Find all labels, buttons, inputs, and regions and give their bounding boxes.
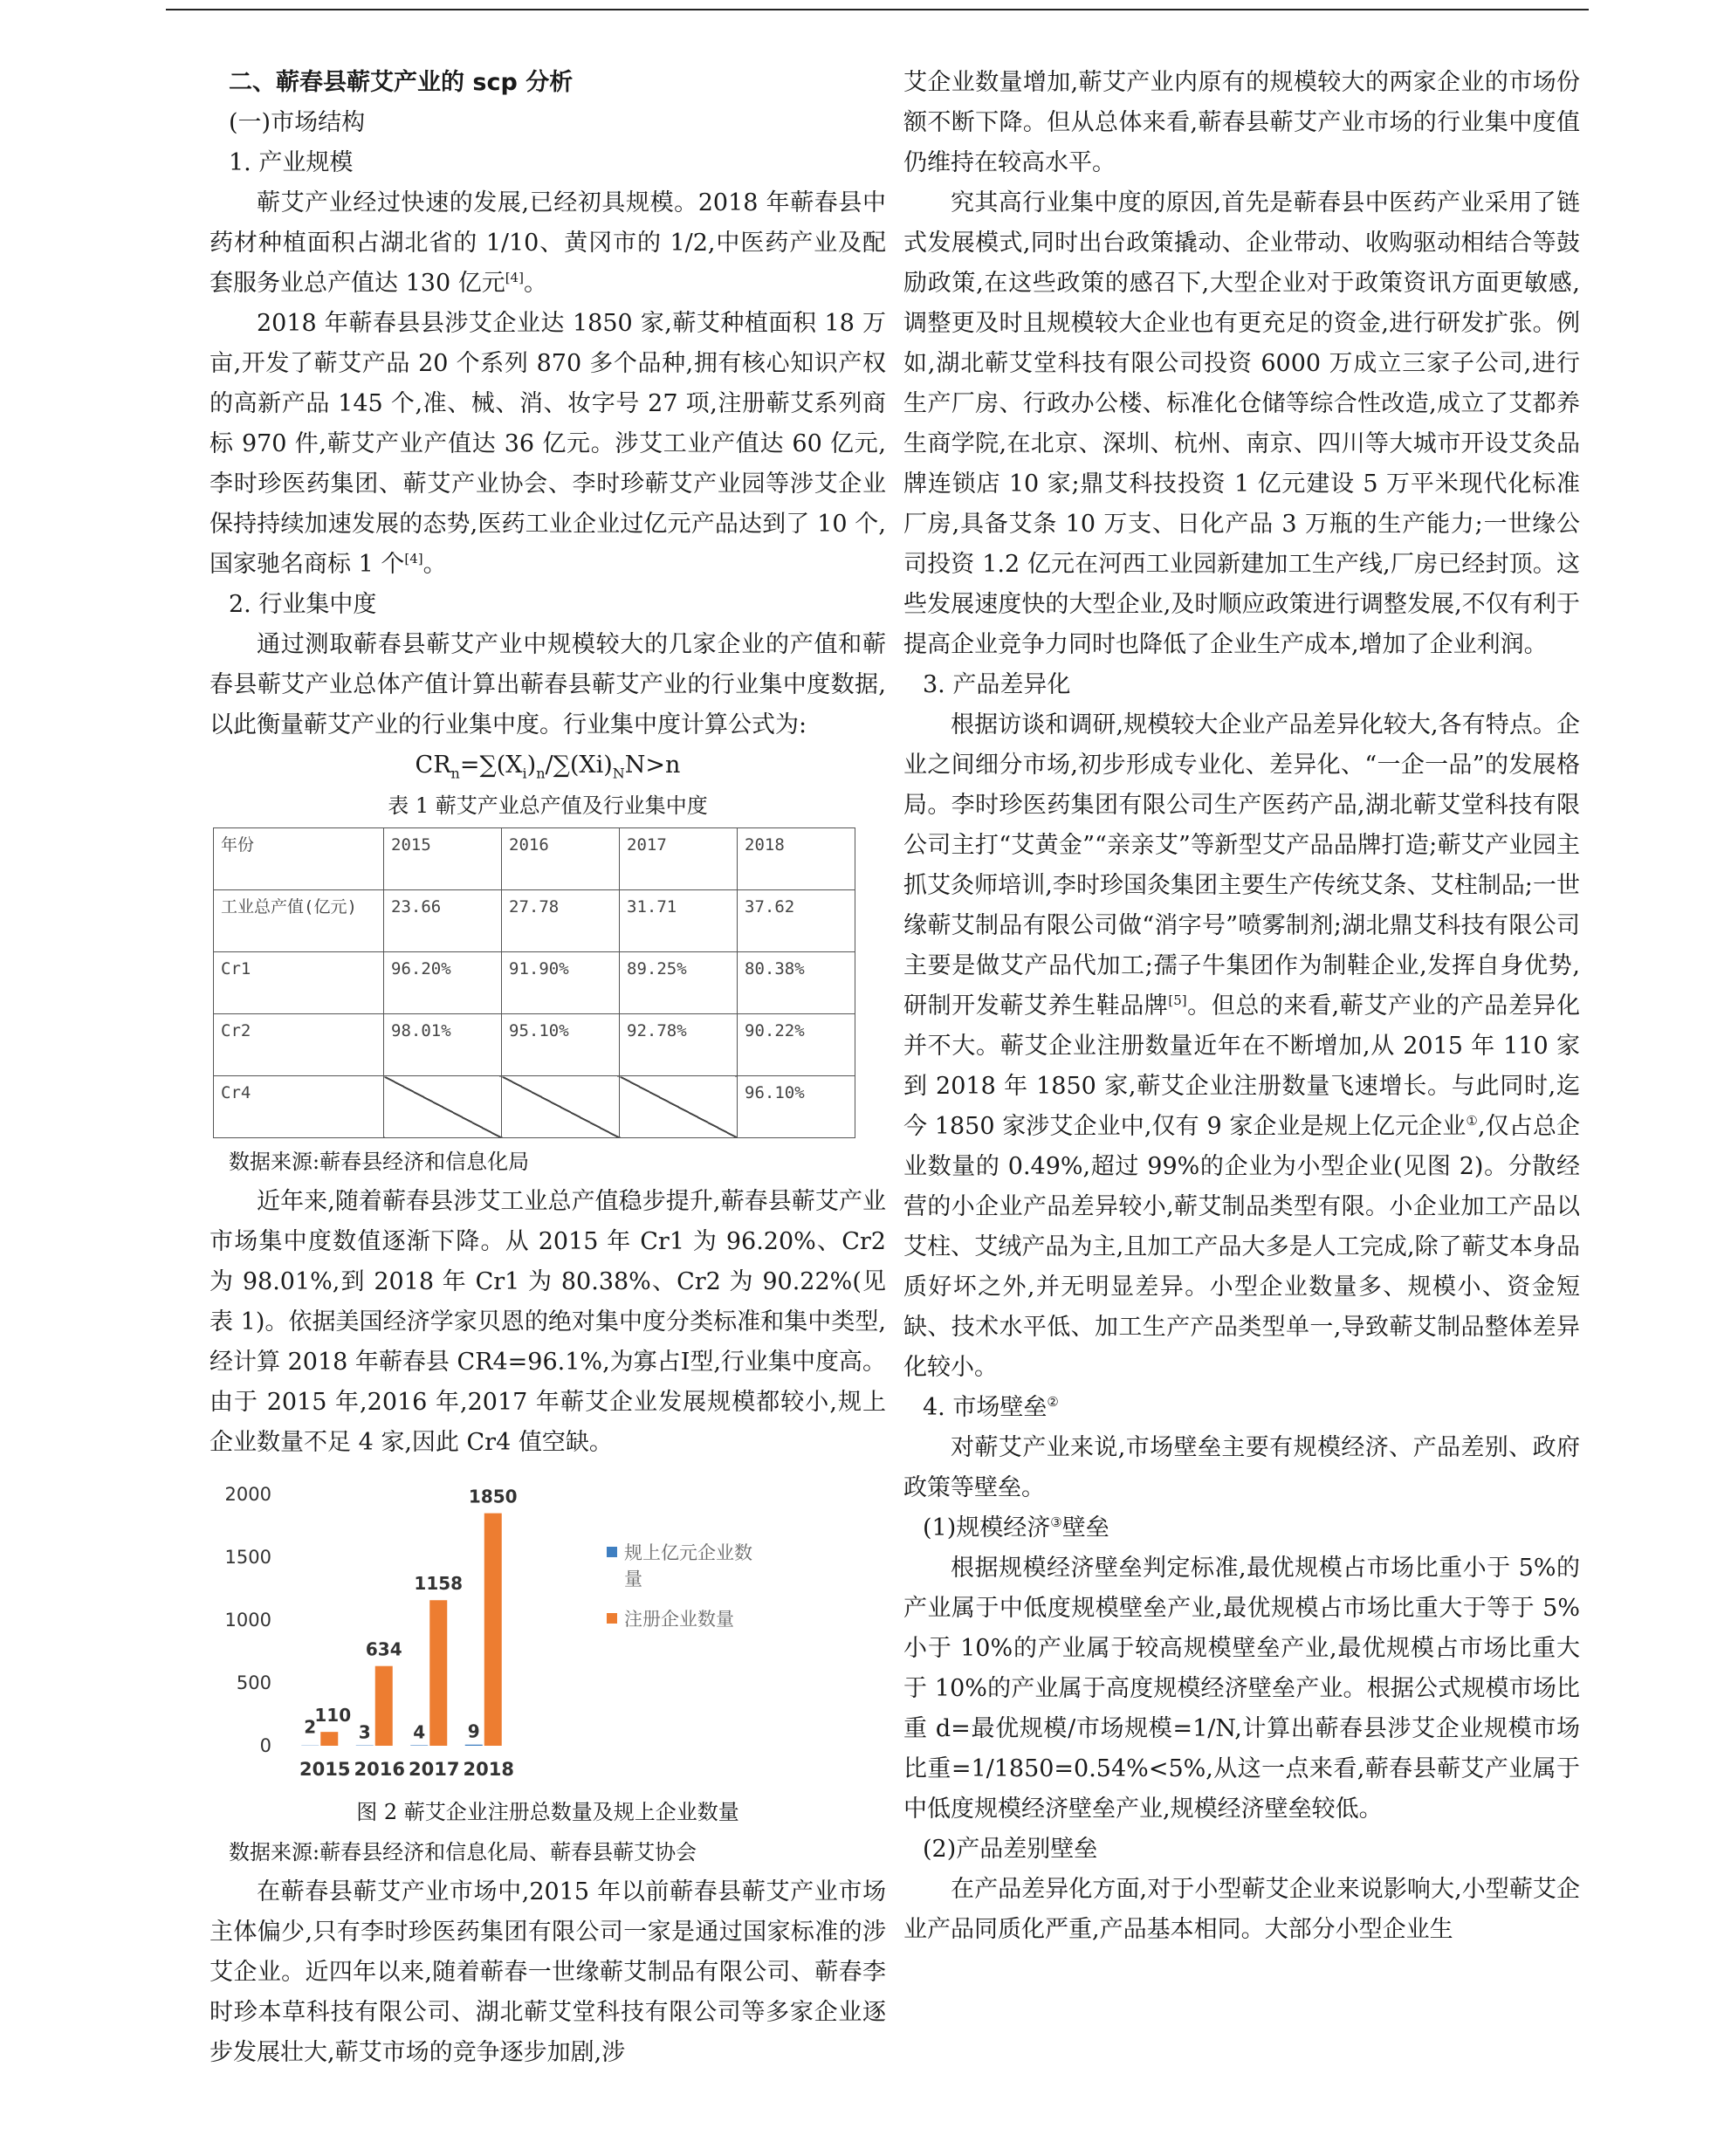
heading-product-differentiation: 3. 产品差异化 xyxy=(923,671,1071,698)
paragraph: 在蕲春县蕲艾产业市场中,2015 年以前蕲春县蕲艾产业市场主体偏少,只有李时珍医药集团有限公司一家是通过国家标准的涉艾企业。近四年以来,随着蕲春一世缘蕲艾制品有限公司、蕲春李时珍本草科技有限公司、湖北蕲艾堂科技有限公司等多家企业逐步发展壮大,蕲艾市场的竞争逐步加剧,涉 xyxy=(210,1878,886,2066)
table-header-cell: 2016 xyxy=(502,828,620,890)
concentration-table xyxy=(213,827,855,1138)
paragraph: 根据访谈和调研,规模较大企业产品差异化较大,各有特点。企业之间细分市场,初步形成专业化、差异化、“一企一品”的发展格局。李时珍医药集团有限公司生产医药产品,湖北蕲艾堂科技有限公司主打“艾黄金”“亲亲艾”等新型艾产品品牌打造;蕲艾产业园主抓艾灸师培训,李时珍国灸集团主要生产传统艾条、艾柱制品;一世缘蕲艾制品有限公司做“消字号”喷雾制剂;湖北鼎艾科技有限公司主要是做艾产品代加工;孺子牛集团作为制鞋企业,发挥自身优势,研制开发蕲艾养生鞋品牌[5]。但总的来看,蕲艾产业的产品差异化并不大。蕲艾企业注册数量近年在不断增加,从 2015 年 110 家到 2018 年 1850 家,蕲艾企业注册数量飞速增长。与此同时,迄今 1850 家涉艾企业中,仅有 9 家企业是规上亿元企业①,仅占总企业数量的 0.49%,超过 99%的企业为小型企业(见图 2)。分散经营的小企业产品差异较小,蕲艾制品类型有限。小企业加工产品以艾柱、艾绒产品为主,且加工产品大多是人工完成,除了蕲艾本身品质好坏之外,并无明显差异。小型企业数量多、规模小、资金短缺、技术水平低、加工生产产品类型单一,导致蕲艾制品整体差异化较小。 xyxy=(903,711,1581,1381)
table-caption: 表 1 蕲艾产业总产值及行业集中度 xyxy=(388,793,708,818)
table-cell-empty xyxy=(384,1076,502,1138)
data-label: 3 xyxy=(358,1721,371,1743)
table-cell: Cr1 xyxy=(214,952,384,1014)
bar-series1 xyxy=(320,1732,338,1746)
chart-svg xyxy=(210,1465,847,1792)
table-row xyxy=(214,952,855,1014)
table-header-cell: 2015 xyxy=(384,828,502,890)
paragraph: 在产品差异化方面,对于小型蕲艾企业来说影响大,小型蕲艾企业产品同质化严重,产品基本相同。大部分小型企业生 xyxy=(903,1876,1580,1943)
table-source: 数据来源:蕲春县经济和信息化局 xyxy=(229,1150,530,1174)
reference-mark: [4] xyxy=(505,270,524,285)
data-label: 110 xyxy=(314,1705,352,1727)
table-cell: 工业总产值(亿元) xyxy=(214,890,384,952)
legend-label: 量 xyxy=(624,1569,642,1590)
table-cell: 92.78% xyxy=(620,1014,738,1076)
table-cell: 90.22% xyxy=(738,1014,855,1076)
table-cell: 95.10% xyxy=(502,1014,620,1076)
y-tick-label: 2000 xyxy=(224,1484,271,1505)
paragraph: 根据规模经济壁垒判定标准,最优规模占市场比重小于 5%的产业属于中低度规模壁垒产业,最优规模占市场比重大于等于 5%小于 10%的产业属于较高规模壁垒产业,最优规模占市场比重大于 10%的产业属于高度规模经济壁垒产业。根据公式规模市场比重 d=最优规模/市场规模=1/N,计算出蕲春县涉艾企业规模市场比重=1/1850=0.54%<5%,从这一点来看,蕲春县蕲艾产业属于中低度规模经济壁垒产业,规模经济壁垒较低。 xyxy=(903,1555,1580,1823)
table-cell: Cr4 xyxy=(214,1076,384,1138)
table-row xyxy=(214,890,855,952)
table-header-row xyxy=(214,828,855,890)
header-rule xyxy=(166,9,1589,10)
table-header-cell: 2018 xyxy=(738,828,855,890)
heading-product-barrier: (2)产品差别壁垒 xyxy=(923,1836,1098,1863)
y-tick-label: 500 xyxy=(236,1672,271,1693)
bar-series0 xyxy=(410,1745,428,1746)
table-cell: 31.71 xyxy=(620,890,738,952)
footnote-mark: ③ xyxy=(1050,1514,1062,1530)
heading-scale-barrier: (1)规模经济③壁垒 xyxy=(923,1514,1109,1541)
figure-source: 数据来源:蕲春县经济和信息化局、蕲春县蕲艾协会 xyxy=(229,1840,697,1864)
table-cell-empty xyxy=(502,1076,620,1138)
table-cell-empty xyxy=(620,1076,738,1138)
table-cell: 91.90% xyxy=(502,952,620,1014)
y-tick-label: 0 xyxy=(259,1735,271,1756)
table-cell: 89.25% xyxy=(620,952,738,1014)
y-tick-label: 1000 xyxy=(224,1610,271,1631)
x-tick-label: 2017 xyxy=(409,1759,460,1780)
x-tick-label: 2015 xyxy=(299,1759,351,1780)
heading-market-barriers: 4. 市场壁垒② xyxy=(923,1394,1059,1421)
paragraph: 2018 年蕲春县县涉艾企业达 1850 家,蕲艾种植面积 18 万亩,开发了蕲艾产品 20 个系列 870 多个品种,拥有核心知识产权的高新产品 145 个,准、械、消、妆字号 27 项,注册蕲艾系列商标 970 件,蕲艾产业产值达 36 亿元。涉艾工业产值达 60 亿元,李时珍医药集团、蕲艾产业协会、李时珍蕲艾产业园等涉艾企业保持持续加速发展的态势,医药工业企业过亿元产品达到了 10 个,国家驰名商标 1 个[4]。 xyxy=(210,310,886,578)
paragraph: 究其高行业集中度的原因,首先是蕲春县中医药产业采用了链式发展模式,同时出台政策撬动、企业带动、收购驱动相结合等鼓励政策,在这些政策的感召下,大型企业对于政策资讯方面更敏感,调整更及时且规模较大企业也有更充足的资金,进行研发扩张。例如,湖北蕲艾堂科技有限公司投资 6000 万成立三家子公司,进行生产厂房、行政办公楼、标准化仓储等综合性改造,成立了艾都养生商学院,在北京、深圳、杭州、南京、四川等大城市开设艾灸品牌连锁店 10 家;鼎艾科技投资 1 亿元建设 5 万平米现代化标准厂房,具备艾条 10 万支、日化产品 3 万瓶的生产能力;一世缘公司投资 1.2 亿元在河西工业园新建加工生产线,厂房已经封顶。这些发展速度快的大型企业,及时顺应政策进行调整发展,不仅有利于提高企业竞争力同时也降低了企业生产成本,增加了企业利润。 xyxy=(903,189,1580,658)
legend-label: 规上亿元企业数 xyxy=(624,1542,752,1563)
enterprise-bar-chart xyxy=(210,1465,847,1792)
data-label: 4 xyxy=(413,1721,426,1743)
table-header-cell: 2017 xyxy=(620,828,738,890)
footnote-mark: ① xyxy=(1466,1113,1478,1129)
heading-concentration: 2. 行业集中度 xyxy=(229,591,377,618)
table-header-cell: 年份 xyxy=(214,828,384,890)
footnote-mark: ② xyxy=(1047,1394,1059,1410)
legend-swatch xyxy=(607,1613,617,1624)
section-title: 二、蕲春县蕲艾产业的 scp 分析 xyxy=(229,69,574,96)
table-cell: 37.62 xyxy=(738,890,855,952)
table-cell: 98.01% xyxy=(384,1014,502,1076)
legend-swatch xyxy=(607,1547,617,1557)
bar-series1 xyxy=(484,1514,502,1746)
formula: $CR_n=\sum(X_i)_n/\sum(Xi)_NN>n$ xyxy=(415,752,681,782)
table-row xyxy=(214,1014,855,1076)
right-column xyxy=(903,63,1580,1950)
table-row xyxy=(214,1076,855,1138)
table-cell: 80.38% xyxy=(738,952,855,1014)
data-label: 634 xyxy=(365,1638,402,1660)
bar-series0 xyxy=(465,1745,483,1746)
paragraph: 通过测取蕲春县蕲艾产业中规模较大的几家企业的产值和蕲春县蕲艾产业总体产值计算出蕲春县蕲艾产业的行业集中度数据,以此衡量蕲艾产业的行业集中度。行业集中度计算公式为: xyxy=(210,631,886,738)
data-label: 1158 xyxy=(414,1573,464,1595)
table-cell: 96.20% xyxy=(384,952,502,1014)
legend-label: 注册企业数量 xyxy=(624,1609,734,1630)
table-cell: Cr2 xyxy=(214,1014,384,1076)
table-cell: 23.66 xyxy=(384,890,502,952)
reference-mark: [5] xyxy=(1168,992,1187,1008)
data-label: 2 xyxy=(304,1716,317,1738)
x-tick-label: 2018 xyxy=(463,1759,514,1780)
data-label: 9 xyxy=(467,1720,480,1742)
paragraph: 近年来,随着蕲春县涉艾工业总产值稳步提升,蕲春县蕲艾产业市场集中度数值逐渐下降。从 2015 年 Cr1 为 96.20%、Cr2 为 98.01%,到 2018 年 Cr1 为 80.38%、Cr2 为 90.22%(见表 1)。依据美国经济学家贝恩的绝对集中度分类标准和集中类型,经计算 2018 年蕲春县 CR4=96.1%,为寡占Ⅰ型,行业集中度高。由于 2015 年,2016 年,2017 年蕲艾企业发展规模都较小,规上企业数量不足 4 家,因此 Cr4 值空缺。 xyxy=(210,1188,886,1456)
table-cell: 27.78 xyxy=(502,890,620,952)
data-label: 1850 xyxy=(468,1486,518,1507)
bar-series1 xyxy=(375,1666,393,1746)
bar-series1 xyxy=(429,1600,447,1746)
left-column xyxy=(210,63,886,2073)
heading-industry-scale: 1. 产业规模 xyxy=(229,149,354,176)
paragraph: 蕲艾产业经过快速的发展,已经初具规模。2018 年蕲春县中药材种植面积占湖北省的 1/10、黄冈市的 1/2,中医药产业及配套服务业总产值达 130 亿元[4]。 xyxy=(210,189,886,297)
y-tick-label: 1500 xyxy=(224,1547,271,1568)
figure-caption: 图 2 蕲艾企业注册总数量及规上企业数量 xyxy=(356,1800,739,1824)
table-cell: 96.10% xyxy=(738,1076,855,1138)
subsection-title: (一)市场结构 xyxy=(229,109,366,136)
reference-mark: [4] xyxy=(404,551,423,566)
paragraph: 对蕲艾产业来说,市场壁垒主要有规模经济、产品差别、政府政策等壁垒。 xyxy=(903,1434,1580,1501)
x-tick-label: 2016 xyxy=(354,1759,405,1780)
paragraph: 艾企业数量增加,蕲艾产业内原有的规模较大的两家企业的市场份额不断下降。但从总体来看,蕲春县蕲艾产业市场的行业集中度值仍维持在较高水平。 xyxy=(903,69,1580,176)
